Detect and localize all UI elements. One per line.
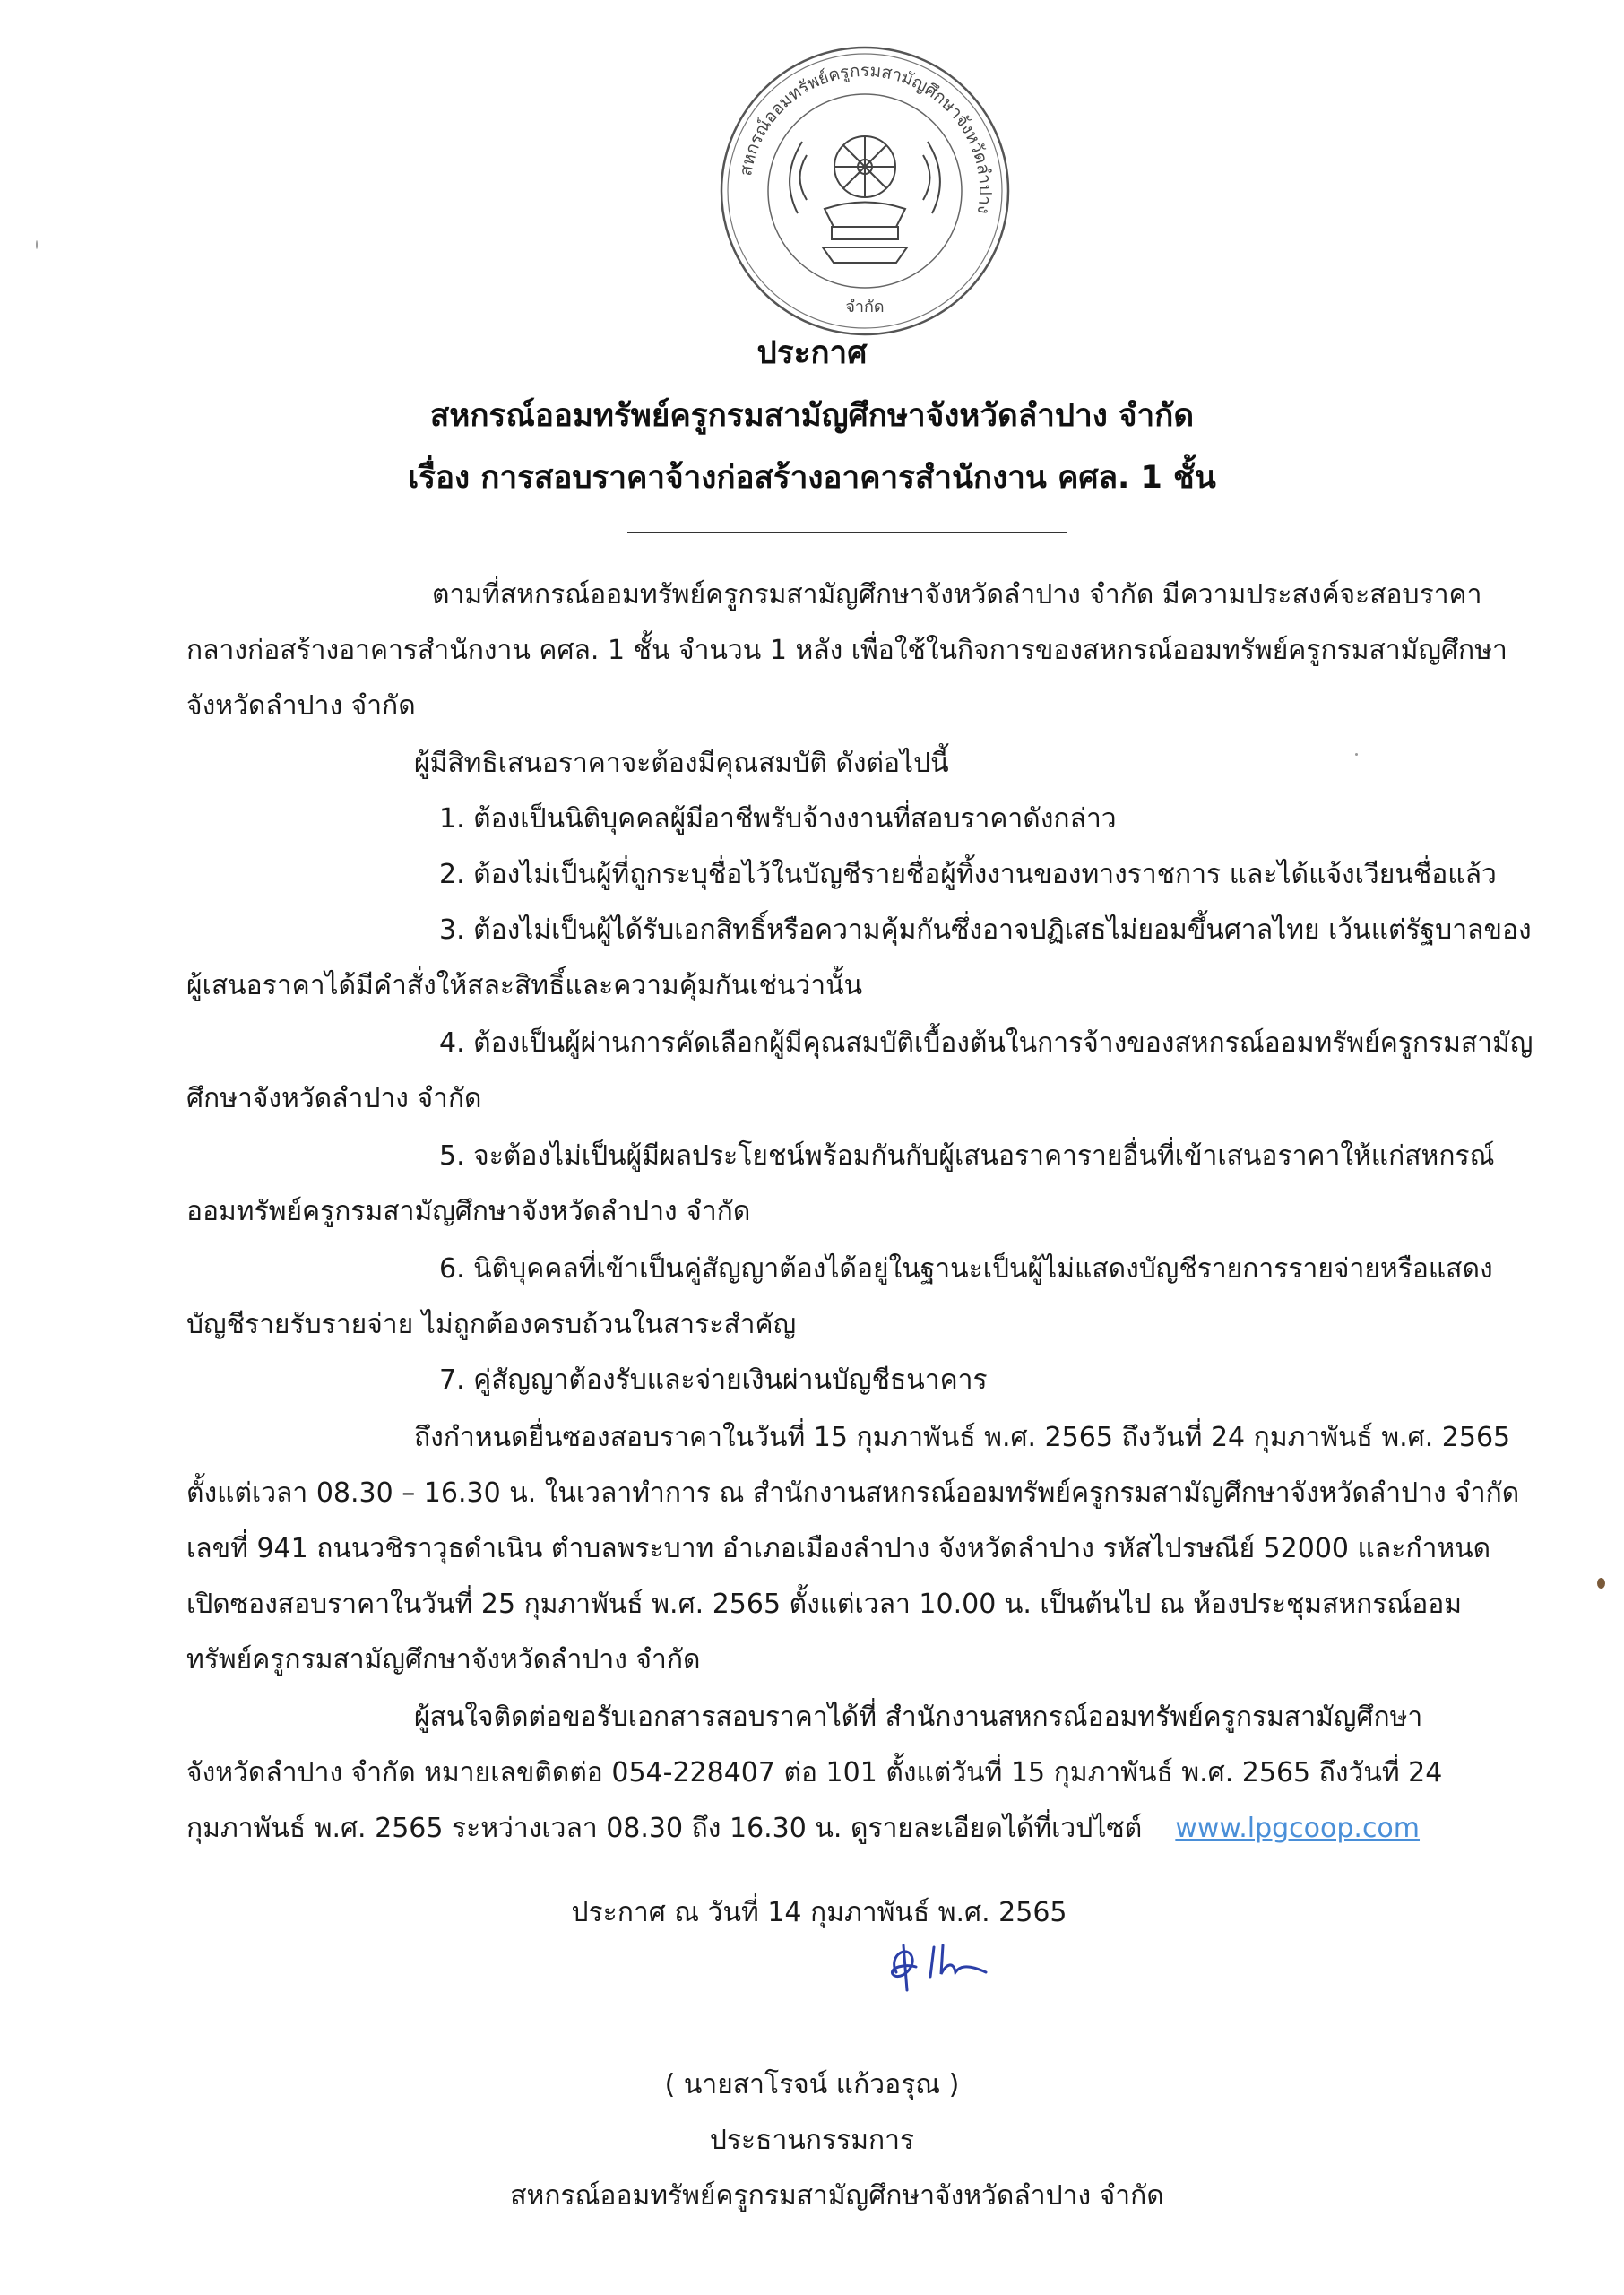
deadline-line-2: ตั้งแต่เวลา 08.30 – 16.30 น. ในเวลาทำการ ณ สำนักงานสหกรณ์ออมทรัพย์ครูกรมสามัญศึกษาจังหวัดลำปาง จำกัด [186, 1477, 1520, 1509]
scan-speck [1597, 1578, 1605, 1589]
organization-name: สหกรณ์ออมทรัพย์ครูกรมสามัญศึกษาจังหวัดลำปาง จำกัด [429, 398, 1195, 434]
qualification-item-4-cont: ศึกษาจังหวัดลำปาง จำกัด [186, 1083, 482, 1114]
qualification-item-6: 6. นิติบุคคลที่เข้าเป็นคู่สัญญาต้องได้อยู่ในฐานะเป็นผู้ไม่แสดงบัญชีรายการรายจ่ายหรือแสดง [439, 1253, 1493, 1285]
signer-name: ( นายสาโรจน์ แก้วอรุณ ) [664, 2069, 960, 2100]
signer-title: ประธานกรรมการ [709, 2125, 915, 2156]
deadline-line-1: ถึงกำหนดยื่นซองสอบราคาในวันที่ 15 กุมภาพันธ์ พ.ศ. 2565 ถึงวันที่ 24 กุมภาพันธ์ พ.ศ. 2565 [414, 1422, 1511, 1453]
deadline-line-4: เปิดซองสอบราคาในวันที่ 25 กุมภาพันธ์ พ.ศ. 2565 ตั้งแต่เวลา 10.00 น. เป็นต้นไป ณ ห้องประชุมสหกรณ์ออม [186, 1589, 1463, 1620]
contact-line-1: ผู้สนใจติดต่อขอรับเอกสารสอบราคาได้ที่ สำนักงานสหกรณ์ออมทรัพย์ครูกรมสามัญศึกษา [414, 1702, 1423, 1733]
qualification-item-5: 5. จะต้องไม่เป็นผู้มีผลประโยชน์พร้อมกันกับผู้เสนอราคารายอื่นที่เข้าเสนอราคาให้แก่สหกรณ์ [439, 1140, 1495, 1172]
announcement-title: ประกาศ [756, 335, 868, 371]
scan-speck [36, 240, 38, 249]
announcement-date: ประกาศ ณ วันที่ 14 กุมภาพันธ์ พ.ศ. 2565 [571, 1897, 1067, 1928]
seal-ring-text: สหกรณ์ออมทรัพย์ครูกรมสามัญศึกษาจังหวัดลำปาง [736, 60, 996, 216]
contact-line-2: จังหวัดลำปาง จำกัด หมายเลขติดต่อ 054-228407 ต่อ 101 ตั้งแต่วันที่ 15 กุมภาพันธ์ พ.ศ. 2565 ถึงวันที่ 24 [186, 1757, 1443, 1788]
qualification-item-7: 7. คู่สัญญาต้องรับและจ่ายเงินผ่านบัญชีธนาคาร [439, 1364, 988, 1396]
qualification-item-5-cont: ออมทรัพย์ครูกรมสามัญศึกษาจังหวัดลำปาง จำกัด [186, 1196, 751, 1227]
intro-line-3: จังหวัดลำปาง จำกัด [186, 690, 416, 722]
scan-speck [1355, 753, 1358, 756]
qualification-item-1: 1. ต้องเป็นนิติบุคคลผู้มีอาชีพรับจ้างงานที่สอบราคาดังกล่าว [439, 803, 1117, 835]
signature-image [860, 1927, 1040, 1999]
heading-divider [627, 532, 1067, 533]
qualification-item-4: 4. ต้องเป็นผู้ผ่านการคัดเลือกผู้มีคุณสมบัติเบื้องต้นในการจ้างของสหกรณ์ออมทรัพย์ครูกรมสามัญ [439, 1027, 1533, 1059]
website-link[interactable]: www.lpgcoop.com [1175, 1813, 1421, 1844]
deadline-line-3: เลขที่ 941 ถนนวชิราวุธดำเนิน ตำบลพระบาท อำเภอเมืองลำปาง จังหวัดลำปาง รหัสไปรษณีย์ 52000 และกำหนด [186, 1533, 1491, 1564]
qualification-item-2: 2. ต้องไม่เป็นผู้ที่ถูกระบุชื่อไว้ในบัญชีรายชื่อผู้ทิ้งงานของทางราชการ และได้แจ้งเวียนชื่อแล้ว [439, 859, 1497, 890]
signer-organization: สหกรณ์ออมทรัพย์ครูกรมสามัญศึกษาจังหวัดลำปาง จำกัด [510, 2180, 1164, 2212]
qualification-item-3: 3. ต้องไม่เป็นผู้ได้รับเอกสิทธิ์หรือความคุ้มกันซึ่งอาจปฏิเสธไม่ยอมขึ้นศาลไทย เว้นแต่รัฐบาลของ [439, 914, 1532, 946]
intro-line-1: ตามที่สหกรณ์ออมทรัพย์ครูกรมสามัญศึกษาจังหวัดลำปาง จำกัด มีความประสงค์จะสอบราคา [432, 579, 1482, 611]
qualification-item-3-cont: ผู้เสนอราคาได้มีคำสั่งให้สละสิทธิ์และความคุ้มกันเช่นว่านั้น [186, 970, 863, 1001]
cooperative-seal-logo [717, 43, 1013, 339]
seal-bottom-text: จำกัด [845, 298, 885, 316]
qualifications-heading: ผู้มีสิทธิเสนอราคาจะต้องมีคุณสมบัติ ดังต่อไปนี้ [414, 748, 949, 779]
intro-line-2: กลางก่อสร้างอาคารสำนักงาน คศล. 1 ชั้น จำนวน 1 หลัง เพื่อใช้ในกิจการของสหกรณ์ออมทรัพย์ครูกรมสามัญศึกษา [186, 635, 1507, 666]
qualification-item-6-cont: บัญชีรายรับรายจ่าย ไม่ถูกต้องครบถ้วนในสาระสำคัญ [186, 1309, 797, 1340]
deadline-line-5: ทรัพย์ครูกรมสามัญศึกษาจังหวัดลำปาง จำกัด [186, 1644, 701, 1676]
contact-line-3-text: กุมภาพันธ์ พ.ศ. 2565 ระหว่างเวลา 08.30 ถึง 16.30 น. ดูรายละเอียดได้ที่เวปไซต์ [186, 1813, 1143, 1844]
announcement-subject: เรื่อง การสอบราคาจ้างก่อสร้างอาคารสำนักงาน คศล. 1 ชั้น [408, 460, 1216, 496]
contact-line-3 [186, 1807, 1420, 1849]
